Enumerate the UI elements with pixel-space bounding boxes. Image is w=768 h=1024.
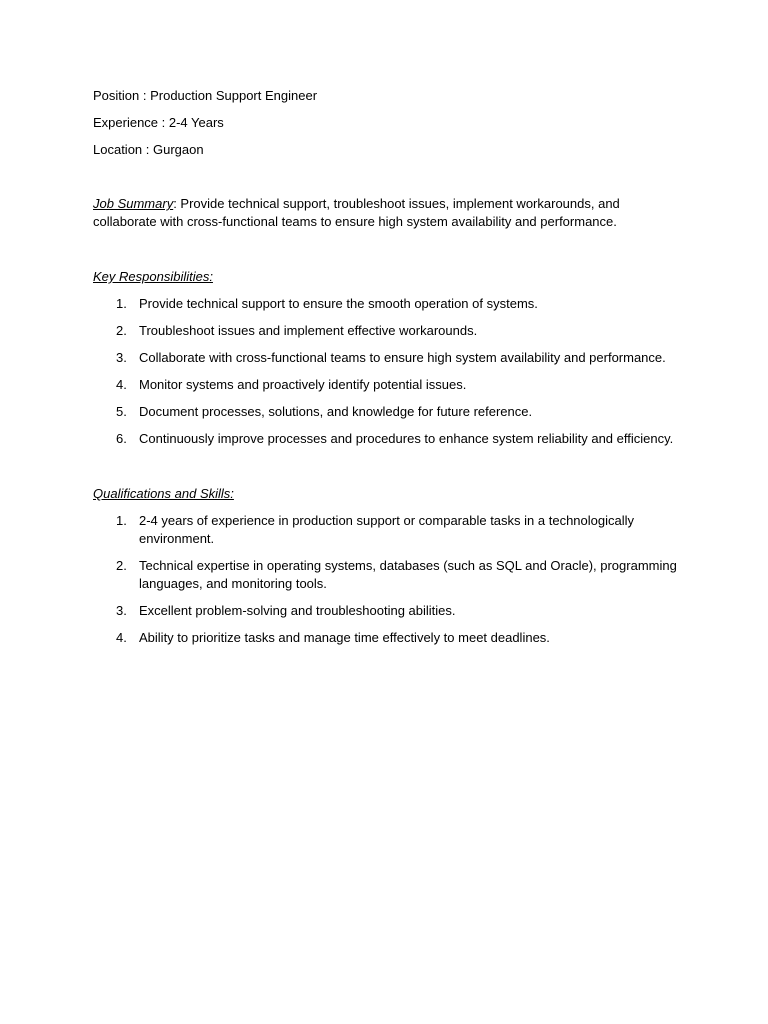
list-text: Monitor systems and proactively identify potential issues. xyxy=(139,377,467,392)
list-item xyxy=(93,376,683,394)
list-item xyxy=(93,602,683,620)
job-summary-label: Job Summary xyxy=(93,196,174,211)
list-item xyxy=(93,430,683,448)
list-text: Troubleshoot issues and implement effective workarounds. xyxy=(139,323,478,338)
job-summary xyxy=(93,195,683,231)
list-item xyxy=(93,403,683,421)
location-line: Location : Gurgaon xyxy=(93,142,204,157)
list-number: 4. xyxy=(116,377,127,392)
list-text: Document processes, solutions, and knowledge for future reference. xyxy=(139,404,533,419)
list-number: 2. xyxy=(116,558,127,573)
qualifications-list xyxy=(93,512,683,647)
list-text: Ability to prioritize tasks and manage time effectively to meet deadlines. xyxy=(139,630,550,645)
list-text: Collaborate with cross-functional teams to ensure high system availability and performance. xyxy=(139,350,666,365)
list-number: 4. xyxy=(116,630,127,645)
list-text: Continuously improve processes and procedures to enhance system reliability and efficiency. xyxy=(139,431,674,446)
list-number: 6. xyxy=(116,431,127,446)
list-item xyxy=(93,349,683,367)
list-item xyxy=(93,322,683,340)
list-number: 1. xyxy=(116,296,127,311)
list-text: Technical expertise in operating systems, databases (such as SQL and Oracle), programming languages, and monitoring tools. xyxy=(139,558,677,591)
list-number: 3. xyxy=(116,603,127,618)
list-text: Excellent problem-solving and troubleshooting abilities. xyxy=(139,603,456,618)
experience-line: Experience : 2-4 Years xyxy=(93,115,224,130)
list-number: 5. xyxy=(116,404,127,419)
position-line: Position : Production Support Engineer xyxy=(93,88,318,103)
list-item xyxy=(93,629,683,647)
list-number: 3. xyxy=(116,350,127,365)
list-text: 2-4 years of experience in production support or comparable tasks in a technologically environment. xyxy=(139,513,634,546)
list-text: Provide technical support to ensure the smooth operation of systems. xyxy=(139,296,538,311)
job-summary-text: : Provide technical support, troubleshoot issues, implement workarounds, and collaborate with cross-functional teams to ensure high system availability and performance. xyxy=(93,196,620,229)
list-number: 2. xyxy=(116,323,127,338)
list-item xyxy=(93,295,683,313)
responsibilities-heading: Key Responsibilities: xyxy=(93,269,213,284)
job-description-page xyxy=(93,87,683,656)
list-item xyxy=(93,557,683,593)
qualifications-heading: Qualifications and Skills: xyxy=(93,486,234,501)
list-number: 1. xyxy=(116,513,127,528)
responsibilities-list xyxy=(93,295,683,448)
list-item xyxy=(93,512,683,548)
